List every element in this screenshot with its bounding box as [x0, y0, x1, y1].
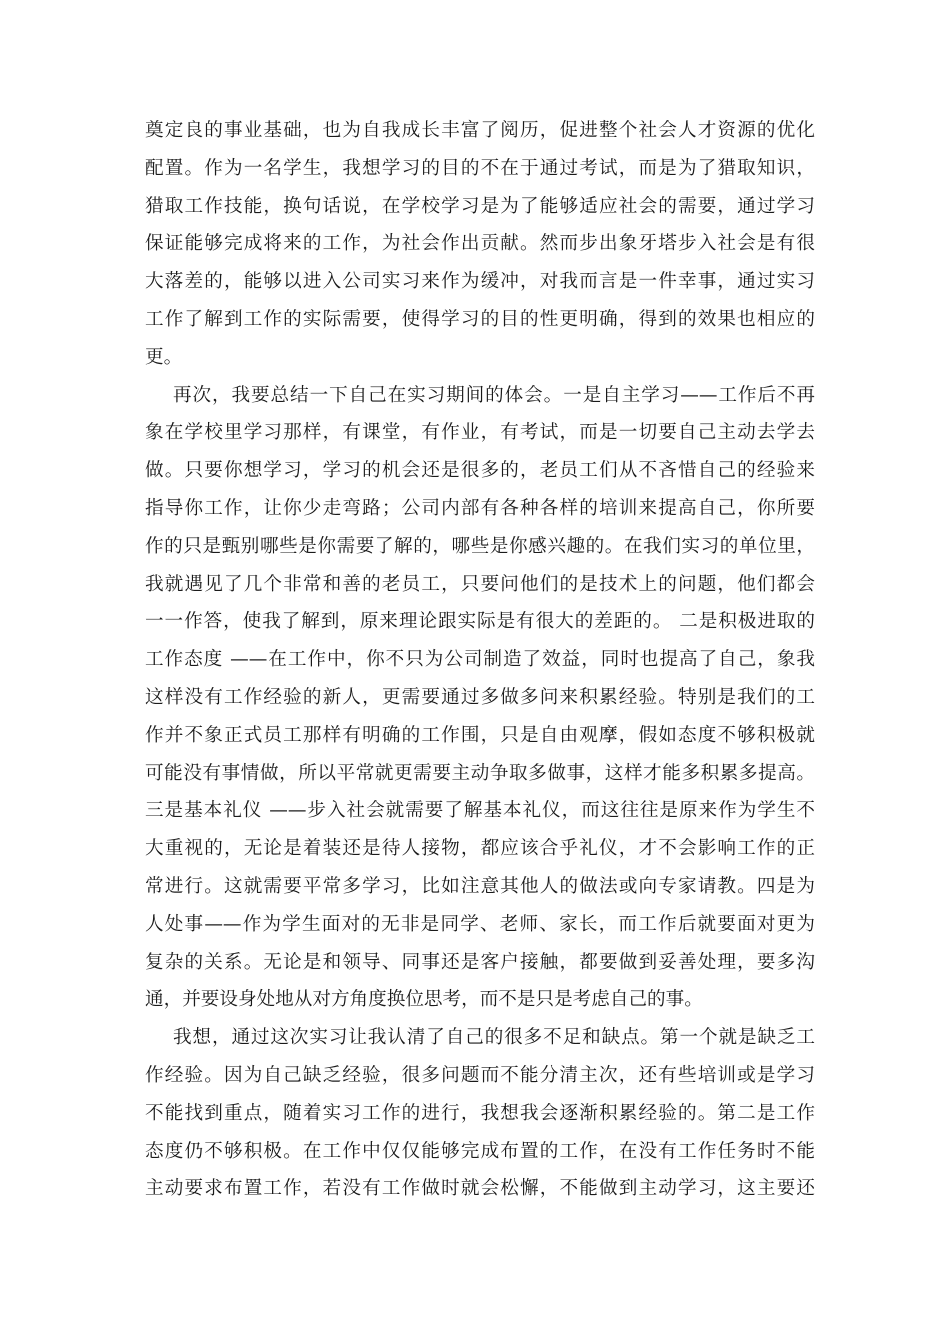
text-line: 指导你工作，让你少走弯路；公司内部有各种各样的培训来提高自己，你所要 [145, 497, 815, 519]
text-line: 作经验。因为自己缺乏经验，很多问题而不能分清主次，还有些培训或是学习 [145, 1064, 815, 1086]
text-line: 态度仍不够积极。在工作中仅仅能够完成布置的工作，在没有工作任务时不能 [145, 1140, 815, 1162]
text-line: 常进行。这就需要平常多学习，比如注意其他人的做法或向专家请教。四是为 [145, 875, 815, 897]
text-line: 我想，通过这次实习让我认清了自己的很多不足和缺点。第一个就是缺乏工 [173, 1027, 815, 1049]
text-line: 复杂的关系。无论是和领导、同事还是客户接触，都要做到妥善处理，要多沟 [145, 951, 815, 973]
text-line: 大落差的，能够以进入公司实习来作为缓冲，对我而言是一件幸事，通过实习 [145, 271, 815, 293]
text-line: 再次，我要总结一下自己在实习期间的体会。一是自主学习——工作后不再 [173, 384, 815, 406]
text-line: 我就遇见了几个非常和善的老员工，只要问他们的是技术上的问题，他们都会 [145, 573, 815, 595]
text-line: 通，并要设身处地从对方角度换位思考，而不是只是考虑自己的事。 [145, 989, 703, 1011]
text-line: 作并不象正式员工那样有明确的工作围，只是自由观摩，假如态度不够积极就 [145, 724, 815, 746]
text-line: 做。只要你想学习，学习的机会还是很多的，老员工们从不吝惜自己的经验来 [145, 460, 815, 482]
text-line: 配置。作为一名学生，我想学习的目的不在于通过考试，而是为了猎取知识， [145, 157, 815, 179]
paragraph-3 [145, 1019, 815, 1208]
text-line: 这样没有工作经验的新人，更需要通过多做多问来积累经验。特别是我们的工 [145, 686, 815, 708]
text-line: 人处事——作为学生面对的无非是同学、老师、家长，而工作后就要面对更为 [145, 913, 815, 935]
text-line: 作的只是甄别哪些是你需要了解的，哪些是你感兴趣的。在我们实习的单位里， [145, 535, 815, 557]
text-line: 象在学校里学习那样，有课堂，有作业，有考试，而是一切要自己主动去学去 [145, 422, 815, 444]
text-line: 大重视的，无论是着装还是待人接物，都应该合乎礼仪，才不会影响工作的正 [145, 838, 815, 860]
text-line: 三是基本礼仪 ——步入社会就需要了解基本礼仪，而这往往是原来作为学生不 [145, 800, 815, 822]
text-line: 保证能够完成将来的工作，为社会作出贡献。然而步出象牙塔步入社会是有很 [145, 233, 815, 255]
text-line: 工作了解到工作的实际需要，使得学习的目的性更明确，得到的效果也相应的 [145, 308, 815, 330]
document-body [145, 112, 815, 1208]
text-line: 可能没有事情做，所以平常就更需要主动争取多做事，这样才能多积累多提高。 [145, 762, 815, 784]
text-line: 奠定良的事业基础，也为自我成长丰富了阅历，促进整个社会人才资源的优化 [145, 120, 815, 141]
paragraph-1 [145, 112, 815, 377]
text-line: 猎取工作技能，换句话说，在学校学习是为了能够适应社会的需要，通过学习 [145, 195, 815, 217]
text-line: 一一作答，使我了解到，原来理论跟实际是有很大的差距的。 二是积极进取的 [145, 611, 815, 633]
text-line: 主动要求布置工作，若没有工作做时就会松懈，不能做到主动学习，这主要还 [145, 1178, 815, 1200]
text-line: 不能找到重点，随着实习工作的进行，我想我会逐渐积累经验的。第二是工作 [145, 1102, 815, 1124]
paragraph-2 [145, 377, 815, 1020]
text-line: 工作态度 ——在工作中，你不只为公司制造了效益，同时也提高了自己，象我 [145, 649, 815, 671]
text-line: 更。 [145, 346, 183, 368]
